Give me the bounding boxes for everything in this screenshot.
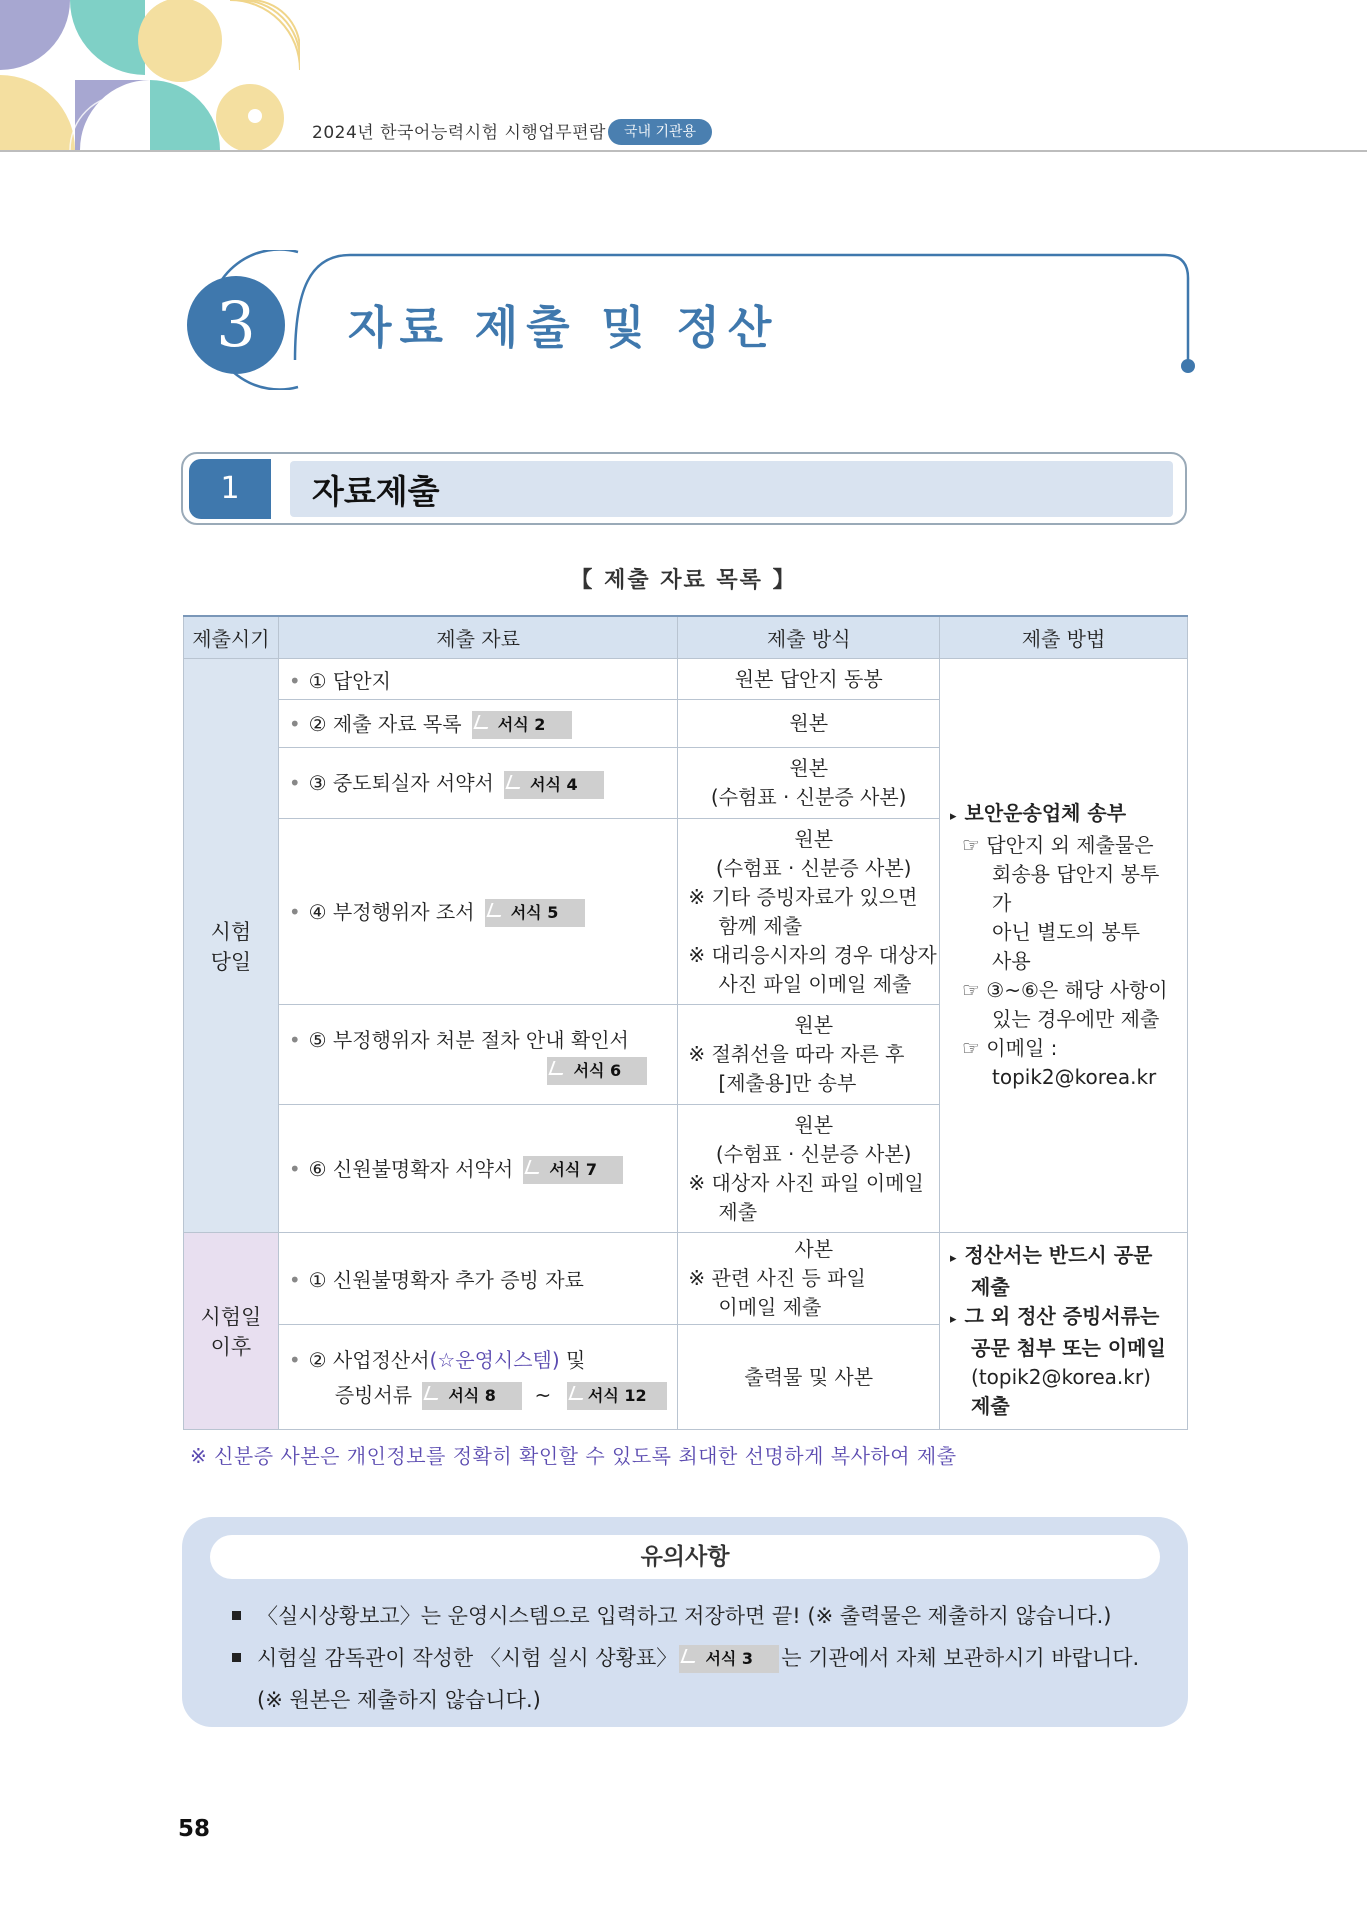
col-header-material: 제출 자료	[278, 616, 678, 659]
method-cell	[678, 1325, 940, 1430]
form-badge: 서식 6	[547, 1057, 647, 1085]
form-badge: 서식 3	[679, 1645, 779, 1673]
footnote: ※ 신분증 사본은 개인정보를 정확히 확인할 수 있도록 최대한 선명하게 복사하여 제출	[190, 1444, 957, 1468]
howto-line: 제출	[971, 1394, 1010, 1418]
col-header-method: 제출 방식	[678, 616, 940, 659]
method-cell	[678, 819, 940, 1005]
method-line: 원본	[789, 711, 829, 735]
method-line: [제출용]만 송부	[718, 1071, 857, 1095]
form-badge: 서식 7	[523, 1156, 623, 1184]
submission-table	[183, 615, 1188, 1430]
material-cell: • ① 답안지	[278, 659, 678, 700]
method-line: (수험표 · 신분증 사본)	[715, 1141, 912, 1166]
method-line: 제출	[718, 1199, 758, 1224]
square-bullet-icon	[232, 1653, 241, 1662]
material-text: ④ 부정행위자 조서	[308, 899, 475, 924]
material-cell: • ② 사업정산서(☆운영시스템) 및 증빙서류 서식 8 ~ 서식 12	[278, 1325, 678, 1430]
range-tilde: ~	[534, 1382, 552, 1407]
caution-text: 시험실 감독관이 작성한 〈시험 실시 상황표〉	[257, 1646, 678, 1670]
howto-line: ☞ ③~⑥은 해당 사항이	[962, 978, 1168, 1002]
method-line: 함께 제출	[718, 913, 803, 938]
material-text: ② 사업정산서	[308, 1347, 430, 1372]
method-cell	[678, 700, 940, 748]
caution-item	[232, 1642, 1139, 1673]
method-line: 사진 파일 이메일 제출	[718, 971, 912, 996]
table-row	[184, 659, 1188, 700]
form-badge: 서식 5	[485, 899, 585, 927]
howto-line: 제출	[971, 1275, 1010, 1299]
howto-title: ▸ 보안운송업체 송부	[950, 801, 1127, 825]
material-text: ② 제출 자료 목록	[308, 711, 462, 736]
time-line: 당일	[210, 949, 252, 974]
howto-line: 그 외 정산 증빙서류는	[964, 1304, 1160, 1328]
method-line: 원본	[794, 826, 834, 851]
method-line: 이메일 제출	[718, 1295, 822, 1320]
material-cell: • ⑤ 부정행위자 처분 절차 안내 확인서 서식 6	[278, 1005, 678, 1105]
howto-line: 정산서는 반드시 공문	[964, 1243, 1153, 1267]
howto-line: (topik2@korea.kr)	[971, 1365, 1151, 1389]
material-cell: • ③ 중도퇴실자 서약서 서식 4	[278, 748, 678, 819]
material-cell: • ① 신원불명확자 추가 증빙 자료	[278, 1233, 678, 1325]
time-line: 시험	[210, 919, 252, 944]
method-line: (수험표 · 신분증 사본)	[710, 785, 907, 809]
material-text: ③ 중도퇴실자 서약서	[308, 771, 494, 796]
audience-badge: 국내 기관용	[608, 119, 712, 145]
method-cell	[678, 748, 940, 819]
caution-text: 는 기관에서 자체 보관하시기 바랍니다.	[781, 1646, 1140, 1670]
howto-line: ☞ 답안지 외 제출물은	[962, 833, 1154, 857]
caution-item	[232, 1600, 1112, 1630]
time-after-exam	[184, 1233, 279, 1430]
material-cell: • ④ 부정행위자 조서 서식 5	[278, 819, 678, 1005]
material-text: ⑤ 부정행위자 처분 절차 안내 확인서	[308, 1028, 629, 1052]
material-cell: • ② 제출 자료 목록 서식 2	[278, 700, 678, 748]
section-title: 자료제출	[312, 472, 440, 511]
howto-line: ☞ 이메일 :	[962, 1036, 1058, 1060]
method-line: ※ 관련 사진 등 파일	[688, 1266, 866, 1291]
method-cell	[678, 1233, 940, 1325]
howto-line: 사용	[992, 949, 1031, 973]
method-line: ※ 대리응시자의 경우 대상자	[688, 942, 937, 967]
material-text: 및	[566, 1347, 586, 1372]
method-line: ※ 기타 증빙자료가 있으면	[688, 884, 918, 909]
material-cell: • ⑥ 신원불명확자 서약서 서식 7	[278, 1105, 678, 1233]
col-header-howto: 제출 방법	[940, 616, 1188, 659]
caution-text: 〈실시상황보고〉는 운영시스템으로 입력하고 저장하면 끝! (※ 출력물은 제출하지 않습니다.)	[257, 1604, 1112, 1628]
method-line: 원본	[794, 1013, 834, 1037]
caution-title: 유의사항	[210, 1535, 1160, 1579]
material-text: ① 신원불명확자 추가 증빙 자료	[308, 1268, 584, 1293]
howto-line: 있는 경우에만 제출	[992, 1007, 1160, 1031]
header-decoration	[0, 0, 300, 150]
material-text: ⑥ 신원불명확자 서약서	[308, 1156, 514, 1181]
howto-lines	[950, 831, 1177, 1092]
howto-line: 아닌 별도의 봉투	[992, 920, 1140, 944]
method-line: ※ 대상자 사진 파일 이메일	[688, 1170, 924, 1195]
form-badge: 서식 12	[567, 1382, 667, 1410]
method-cell	[678, 1005, 940, 1105]
table-caption: 【 제출 자료 목록 】	[570, 568, 797, 593]
page-number: 58	[178, 1816, 211, 1842]
howto-line: 회송용 답안지 봉투가	[992, 862, 1160, 915]
method-line: (수험표 · 신분증 사본)	[715, 855, 912, 880]
form-badge: 서식 8	[422, 1382, 522, 1410]
method-line: 원본	[789, 756, 829, 780]
method-line: 출력물 및 사본	[744, 1364, 874, 1389]
method-line: 사본	[794, 1237, 834, 1262]
header-divider	[0, 150, 1367, 152]
form-badge: 서식 2	[472, 711, 572, 739]
square-bullet-icon	[232, 1611, 241, 1620]
caution-item: (※ 원본은 제출하지 않습니다.)	[257, 1688, 541, 1712]
howto-cell-group2: ▸ 정산서는 반드시 공문 제출 ▸ 그 외 정산 증빙서류는 공문 첨부 또는 이메일 (topik2@korea.kr) 제출	[940, 1233, 1188, 1430]
howto-cell-group1	[940, 659, 1188, 1233]
material-text: 증빙서류	[334, 1382, 413, 1407]
method-line: ※ 절취선을 따라 자른 후	[688, 1042, 905, 1066]
time-line: 이후	[210, 1335, 252, 1359]
chapter-title: 자료 제출 및 정산	[348, 301, 780, 354]
method-cell	[678, 659, 940, 700]
operation-system-link[interactable]: (☆운영시스템)	[429, 1347, 560, 1372]
howto-line: topik2@korea.kr	[992, 1065, 1157, 1089]
col-header-time: 제출시기	[184, 616, 279, 659]
material-text: ① 답안지	[308, 668, 391, 693]
table-header-row	[184, 616, 1188, 659]
method-line: 원본 답안지 동봉	[734, 666, 883, 691]
chapter-number: 3	[187, 276, 285, 374]
time-exam-day	[184, 659, 279, 1233]
form-badge: 서식 4	[504, 771, 604, 799]
time-line: 시험일	[200, 1305, 262, 1329]
method-cell	[678, 1105, 940, 1233]
method-line: 원본	[794, 1112, 834, 1137]
section-number: 1	[189, 459, 271, 519]
document-title: 2024년 한국어능력시험 시행업무편람	[312, 123, 606, 143]
howto-line: 공문 첨부 또는 이메일	[971, 1336, 1166, 1360]
table-row	[184, 1233, 1188, 1325]
